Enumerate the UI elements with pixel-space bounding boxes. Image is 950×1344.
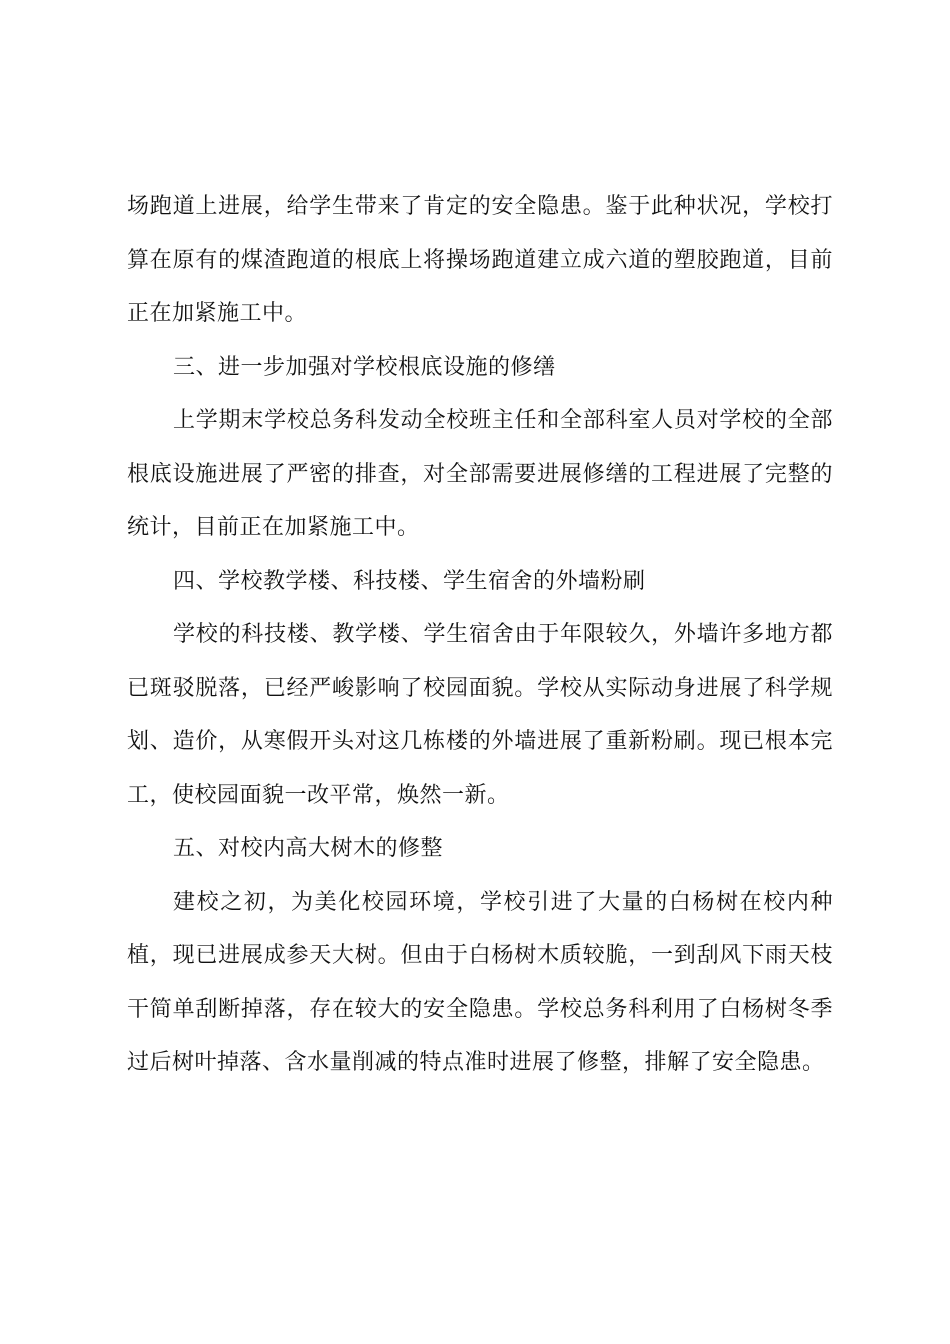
- section-heading-5: 五、对校内高大树木的修整: [173, 836, 444, 861]
- paragraph-continued-track: 场跑道上进展，给学生带来了肯定的安全隐患。鉴于此种状况，学校打算在原有的煤渣跑道的根底上将操场跑道建立成六道的塑胶跑道，目前正在加紧施工中。: [127, 194, 833, 326]
- section-heading-3: 三、进一步加强对学校根底设施的修缮: [173, 354, 556, 380]
- paragraph-facility-repair: 上学期末学校总务科发动全校班主任和全部科室人员对学校的全部根底设施进展了严密的排查，对全部需要进展修缮的工程进展了完整的统计，目前正在加紧施工中。: [127, 408, 833, 540]
- section-heading-4: 四、学校教学楼、科技楼、学生宿舍的外墙粉刷: [173, 568, 646, 594]
- paragraph-wall-painting: 学校的科技楼、教学楼、学生宿舍由于年限较久，外墙许多地方都已斑驳脱落，已经严峻影响了校园面貌。学校从实际动身进展了科学规划、造价，从寒假开头对这几栋楼的外墙进展了重新粉刷。现已根本完工，使校园面貌一改平常，焕然一新。: [127, 622, 833, 808]
- document-body: [127, 180, 833, 1090]
- paragraph-tree-trimming: 建校之初，为美化校园环境，学校引进了大量的白杨树在校内种植，现已进展成参天大树。但由于白杨树木质较脆，一到刮风下雨天枝干简单刮断掉落，存在较大的安全隐患。学校总务科利用了白杨树冬季过后树叶掉落、含水量削减的特点准时进展了修整，排解了安全隐患。: [127, 889, 833, 1075]
